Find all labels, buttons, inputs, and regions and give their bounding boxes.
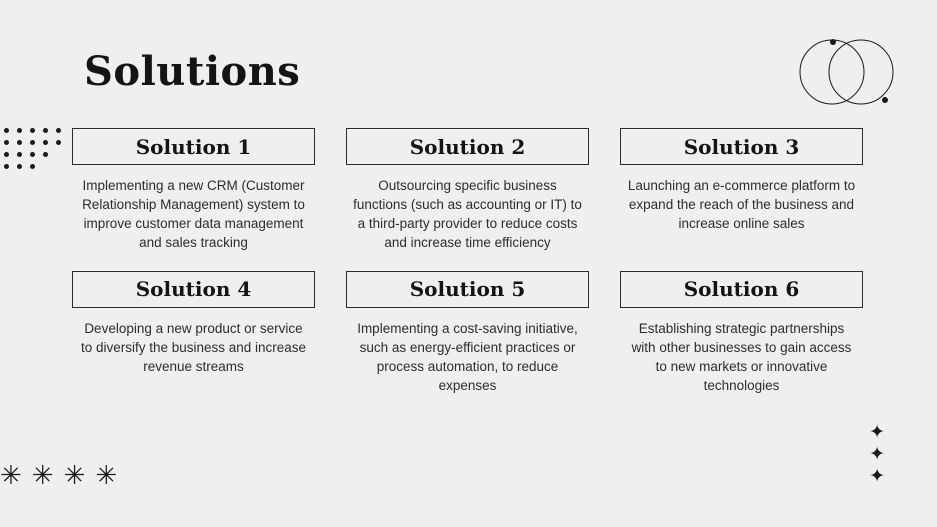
asterisk-icon: ✳ — [63, 461, 86, 491]
solution-card-body: Developing a new product or service to diversify the business and increase revenue streams — [80, 320, 307, 374]
solution-card-body: Establishing strategic partnerships with other businesses to gain access to new markets or innovative technologies — [631, 320, 852, 394]
dot-grid-decoration — [2, 128, 60, 166]
asterisk-icon: ✳ — [0, 461, 22, 491]
page-title: Solutions — [84, 48, 301, 95]
solution-card-body: Implementing a new CRM (Customer Relationship Management) system to improve customer data management and sales tracking — [82, 178, 305, 251]
solution-card — [346, 271, 589, 396]
solution-card-body: Outsourcing specific business functions (such as accounting or IT) to a third-party provider to reduce costs and increase time efficiency — [353, 178, 582, 251]
asterisk-decoration — [0, 463, 117, 489]
diamond-icon: ✦ — [869, 443, 885, 466]
asterisk-icon: ✳ — [31, 461, 54, 491]
solutions-grid — [72, 128, 872, 395]
solution-card-title: Solution 5 — [346, 271, 589, 308]
solution-card — [72, 128, 315, 253]
solution-card-body: Launching an e-commerce platform to expand the reach of the business and increase online sales — [627, 178, 856, 232]
solution-card-title: Solution 6 — [620, 271, 863, 308]
diamond-decoration — [869, 423, 885, 487]
solution-card-body: Implementing a cost-saving initiative, such as energy-efficient practices or process automation, to reduce expenses — [357, 320, 578, 394]
solution-card-title: Solution 1 — [72, 128, 315, 165]
solution-card — [72, 271, 315, 396]
solution-card — [346, 128, 589, 253]
overlapping-circles-decoration — [799, 36, 895, 108]
solution-card-title: Solution 2 — [346, 128, 589, 165]
solution-card-title: Solution 4 — [72, 271, 315, 308]
diamond-icon: ✦ — [869, 465, 885, 488]
asterisk-icon: ✳ — [95, 461, 118, 491]
solution-card — [620, 128, 863, 253]
diamond-icon: ✦ — [869, 421, 885, 444]
solution-card-title: Solution 3 — [620, 128, 863, 165]
solution-card — [620, 271, 863, 396]
